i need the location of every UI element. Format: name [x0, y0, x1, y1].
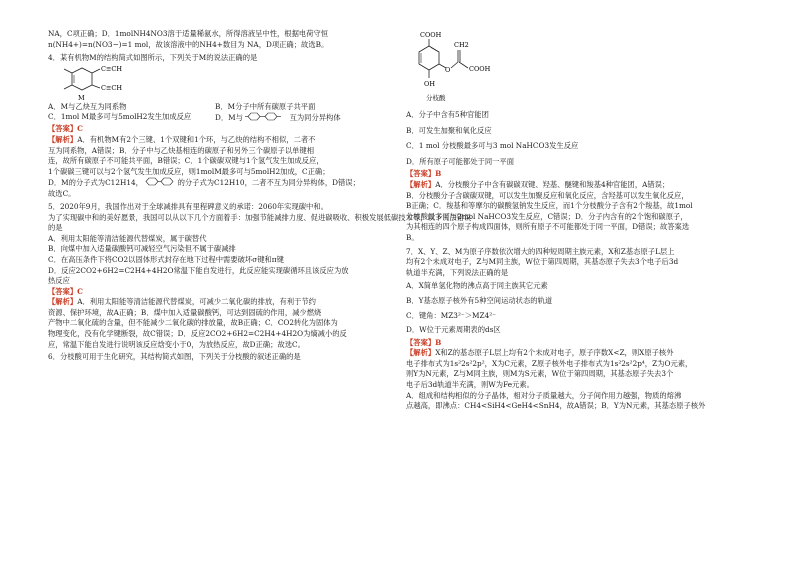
q5-option-d: D．反应2CO2+6H2=C2H4+4H2O常温下能自发进行，此反应能实现碳循环且该反应为放 — [48, 265, 349, 275]
q5-stem: 5．2020年9月，我国作出对于全球减排具有里程碑意义的承诺：2060年实现碳中和。 — [48, 201, 328, 211]
q7-explain-line: 点越高，即沸点：CH4<SiH4<GeH4<SnH4，故A错误；B．Y为N元素，其基态原子核外 — [406, 401, 706, 411]
q4-explain-label: 【解析】 — [48, 134, 78, 144]
q5-stem: 为了实现碳中和的美好愿景，我国可以从以下几个方面着手：加强节能减排力度、促进碳吸收、积极发展低碳技术等，以下说法错误 — [48, 212, 472, 222]
fig-label-o: O — [445, 66, 451, 74]
q4-explain-line: 连，故所有碳原子不可能共平面，B错误；C．1个碳碳双键与1个氢气发生加成反应， — [48, 156, 324, 166]
q6-answer: 【答案】B — [406, 169, 442, 179]
fig-label-c2: C≡CH — [101, 83, 123, 92]
q7-option-c: C．键角：MZ3²⁻＞MZ4²⁻ — [406, 310, 496, 320]
q7-stem: 均有2个未成对电子，Z与M同主族，W位于第四周期，其基态原子失去3个电子后3d — [406, 257, 679, 267]
intro-line: NA，C项正确；D．1molNH4NO3溶于适量稀氨水，所得溶液呈中性，根据电荷守恒 — [48, 29, 329, 38]
q6-explain-line: 为其相连的四个原子构成四面体，则所有原子不可能都处于同一平面，D错误；故答案选 — [406, 222, 690, 232]
q6-explain-line: B正确；C．羧基和等摩尔的碳酸氢钠发生反应，而1个分枝酸分子含有2个羧基，故1mol — [406, 201, 693, 211]
q5-explain-label: 【解析】 — [48, 297, 78, 307]
q4-explain-line: D．M的分子式为C12H14， 的分子式为C12H10，二者不互为同分异构体，D错误； — [48, 178, 360, 188]
right-column — [406, 0, 750, 412]
q5-explain-line: 【解析】A．利用太阳能等清洁能源代替煤炭，可减少二氧化碳的排放，有利于节约 — [48, 297, 316, 307]
q6-option-c: C．1 mol 分枝酸最多可与3 mol NaHCO3发生反应 — [406, 141, 579, 151]
q7-explain-line: 【解析】X和Z的基态原子L层上均有2个未成对电子，原子序数X<Z，则X原子核外 — [406, 348, 674, 358]
fig-label-cooh-top: COOH — [420, 31, 442, 39]
q4-explain-line: 1个碳碳三键可以与2个氢气发生加成反应，则1molM最多可与5molH2加成，C正确； — [48, 166, 330, 176]
q5-stem: 的是 — [48, 223, 63, 233]
q7-option-a: A．X简单氢化物的沸点高于同主族其它元素 — [406, 281, 548, 291]
q5-option-d: 热反应 — [48, 276, 70, 286]
q6-explain-line: 【解析】A．分枝酸分子中含有碳碳双键、羟基、醚键和羧基4种官能团，A错误； — [406, 179, 670, 189]
q5-explain-line: 资源、保护环境，故A正确；B．煤中加入适量碳酸钙，可达到固硫的作用，减少燃烧 — [48, 307, 322, 317]
q4-structure-figure — [50, 64, 390, 102]
q6-explain-line: B。 — [406, 232, 419, 242]
fig-label-ch2: CH2 — [454, 41, 469, 49]
q6-option-b: B．可发生加聚和氧化反应 — [406, 125, 492, 135]
fig-label-m: M — [78, 93, 85, 102]
q7-explain-line: A．组成和结构相似的分子晶体，相对分子质量越大，分子间作用力越强，物质的熔沸 — [406, 390, 682, 400]
q5-option-b: B．向煤中加入适量碳酸钙可减轻空气污染但不属于碳减排 — [48, 244, 236, 254]
q4-option-d: D．M与 互为同分异构体 — [215, 113, 341, 123]
q4-explain-line: 故选C。 — [48, 189, 76, 199]
q4-options-row — [48, 112, 390, 124]
fig-label-cooh-side: COOH — [469, 65, 491, 73]
q6-option-d: D．所有原子可能都处于同一平面 — [406, 156, 515, 166]
q5-answer: 【答案】C — [48, 286, 83, 296]
fig-label-c1: C≡CH — [101, 64, 123, 73]
q7-answer: 【答案】B — [406, 337, 442, 347]
q4-option-b: B．M分子中所有碳原子共平面 — [215, 101, 316, 111]
q6-explain-line: B．分枝酸分子含碳碳双键，可以发生加聚反应和氧化反应，含羟基可以发生氧化反应， — [406, 190, 689, 200]
q5-explain-line: 产物中二氧化硫的含量，但不能减少二氧化碳的排放量，故B正确；C．CO2转化为固体为 — [48, 318, 338, 328]
biphenyl-icon — [245, 112, 287, 121]
chorismic-acid-diagram — [412, 30, 522, 110]
q7-stem: 轨道半充满，下列说法正确的是 — [406, 267, 509, 277]
fig-label-oh: OH — [424, 80, 435, 88]
q5-explain-line: 应，常温下能自发进行说明该反应焓变小于0，为放热反应，故D正确；故选C。 — [48, 339, 305, 349]
q6-explain-label: 【解析】 — [406, 179, 436, 189]
q7-explain-line: 则Y为N元素，Z与M同主族，则M为S元素，W位于第四周期，其基态原子失去3个 — [406, 369, 674, 379]
q4-stem: 4．某有机物M的结构简式如图所示，下列关于M的说法正确的是 — [48, 53, 258, 63]
q5-option-c: C．在高压条件下将CO2以固体形式封存在地下过程中需要破坏σ键和π键 — [48, 254, 284, 264]
q4-answer: 【答案】C — [48, 124, 83, 134]
q7-option-d: D．W位于元素周期表的ds区 — [406, 325, 501, 335]
q6-explain-line: 分枝酸最多可与2mol NaHCO3发生反应，C错误；D．分子内含有的2个饱和碳原子， — [406, 211, 688, 221]
q4-options-row — [48, 102, 390, 113]
q7-stem: 7．X、Y、Z、M为原子序数依次增大的四种短周期主族元素，X和Z基态原子L层上 — [406, 246, 675, 256]
q6-structure-figure — [412, 30, 750, 110]
intro-line: n(NH4+)=n(NO3−)=1 mol，故该溶液中的NH4+数目为 NA，D项正确；故选B。 — [48, 39, 329, 49]
q4-option-a: A．M与乙炔互为同系物 — [48, 101, 127, 111]
q4-explain-line: 互为同系物，A错误；B．分子中与乙炔基相连的碳原子和另外三个碳原子以单键相 — [48, 145, 315, 155]
q6-stem: 6．分枝酸可用于生化研究，其结构简式如图，下列关于分枝酸的叙述正确的是 — [48, 352, 301, 362]
q4-explain-line: 【解析】A．有机物M有2个三键、1个双键和1个环，与乙炔的结构不相似，二者不 — [48, 134, 316, 144]
biphenyl-icon — [145, 177, 175, 186]
q4-option-c: C．1mol M最多可与5molH2发生加成反应 — [48, 112, 192, 122]
q6-option-a: A．分子中含有5种官能团 — [406, 110, 489, 119]
q7-explain-line: 电子后3d轨道半充满，则W为Fe元素。 — [406, 380, 534, 390]
q7-option-b: B．Y基态原子核外有5种空间运动状态的轨道 — [406, 295, 553, 305]
fig-caption: 分枝酸 — [426, 94, 446, 102]
q7-explain-label: 【解析】 — [406, 348, 436, 358]
q5-explain-line: 物理变化，没有化学键断裂，故C错误；D．反应2CO2+6H2=C2H4+4H2O为熵减小的反 — [48, 329, 347, 339]
molecule-m-diagram — [50, 64, 140, 102]
q7-explain-line: 电子排布式为1s²2s²2p²，X为C元素，Z原子核外电子排布式为1s²2s²2p⁴，Z为O元素， — [406, 358, 693, 368]
q5-option-a: A．利用太阳能等清洁能源代替煤炭，属于碳替代 — [48, 233, 207, 243]
